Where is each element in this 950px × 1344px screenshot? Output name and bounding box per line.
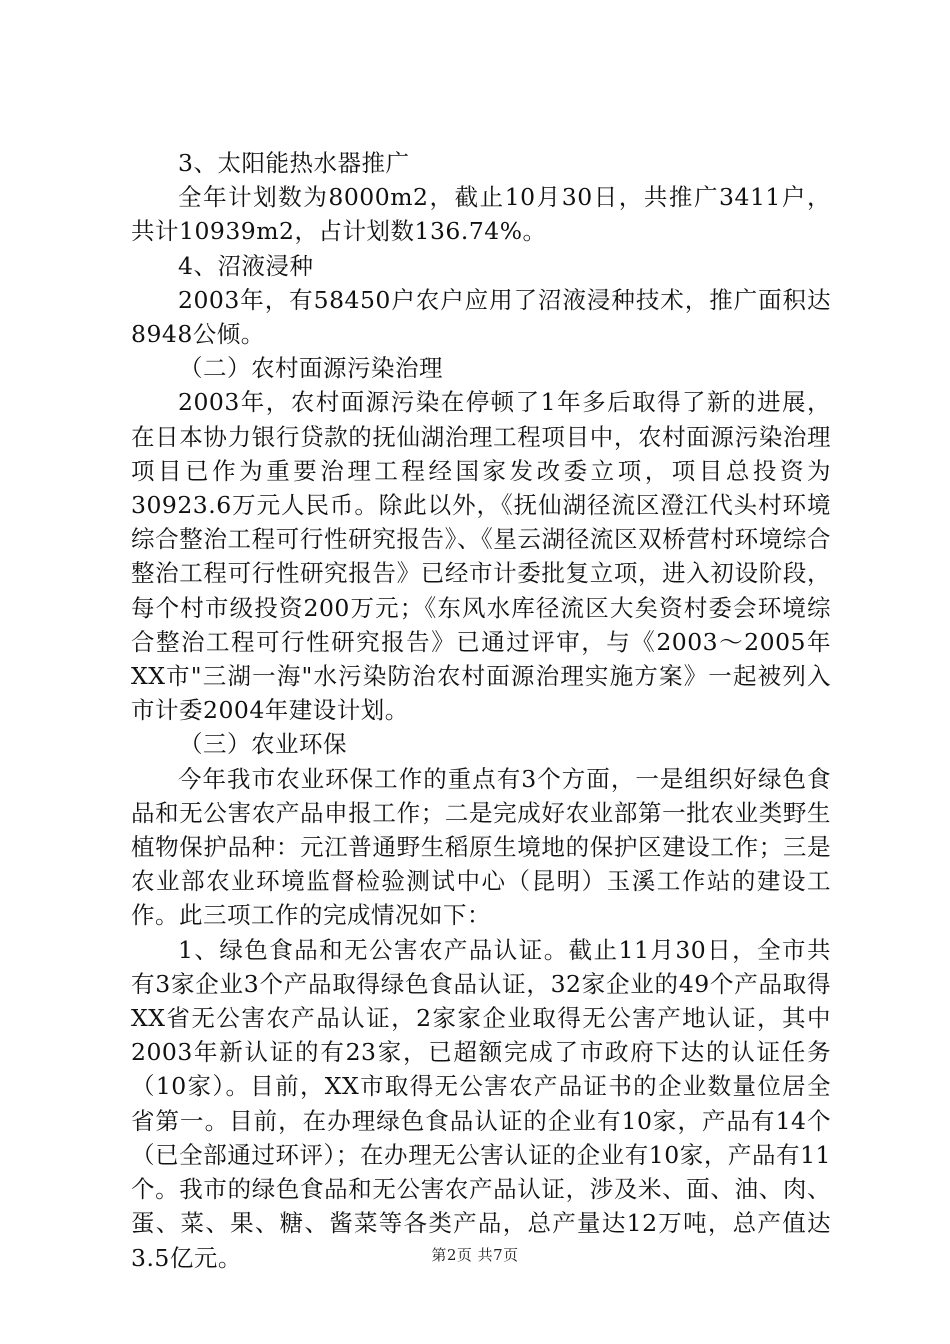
paragraph-certification: 1、绿色食品和无公害农产品认证。截止11月30日，全市共有3家企业3个产品取得绿色食品认证，32家企业的49个产品取得XX省无公害农产品认证，2家家企业取得无公害产地认证，其中2003年新认证的有23家，已超额完成了市政府下达的认证任务（10家）。目前，XX市取得无公害农产品证书的企业数量位居全省第一。目前，在办理绿色食品认证的企业有10家，产品有14个（已全部通过环评）；在办理无公害认证的企业有10家，产品有11个。我市的绿色食品和无公害农产品认证，涉及米、面、油、肉、蛋、菜、果、糖、酱菜等各类产品，总产量达12万吨，总产值达3.5亿元。 [131,935,831,1272]
document-body [131,146,831,1275]
paragraph-nonpoint-pollution: 2003年，农村面源污染在停顿了1年多后取得了新的进展，在日本协力银行贷款的抚仙湖治理工程项目中，农村面源污染治理项目已作为重要治理工程经国家发改委立项，项目总投资为30923.6万元人民币。除此以外，《抚仙湖径流区澄江代头村环境综合整治工程可行性研究报告》、《星云湖径流区双桥营村环境综合整治工程可行性研究报告》已经市计委批复立项，进入初设阶段，每个村市级投资200万元；《东风水库径流区大矣资村委会环境综合整治工程可行性研究报告》已通过评审，与《2003～2005年XX市"三湖一海"水污染防治农村面源治理实施方案》一起被列入市计委2004年建设计划。 [131,388,831,725]
section-heading-nonpoint-pollution: （二）农村面源污染治理 [179,354,443,383]
section-heading-agri-env: （三）农业环保 [179,730,347,759]
section-heading-biogas: 4、沼液浸种 [178,251,314,280]
page-footer [0,1244,950,1265]
paragraph-agri-env-overview: 今年我市农业环保工作的重点有3个方面，一是组织好绿色食品和无公害农产品申报工作；二是完成好农业部第一批农业类野生植物保护品种：元江普通野生稻原生境地的保护区建设工作；三是农业部农业环境监督检验测试中心（昆明）玉溪工作站的建设工作。此三项工作的完成情况如下： [131,764,831,930]
page-number-label: 第2页 共7页 [431,1246,519,1264]
paragraph-biogas: 2003年，有58450户农户应用了沼液浸种技术，推广面积达8948公倾。 [131,285,831,349]
paragraph-solar: 全年计划数为8000m2，截止10月30日，共推广3411户，共计10939m2，占计划数136.74%。 [131,183,831,246]
section-heading-solar: 3、太阳能热水器推广 [178,149,410,177]
